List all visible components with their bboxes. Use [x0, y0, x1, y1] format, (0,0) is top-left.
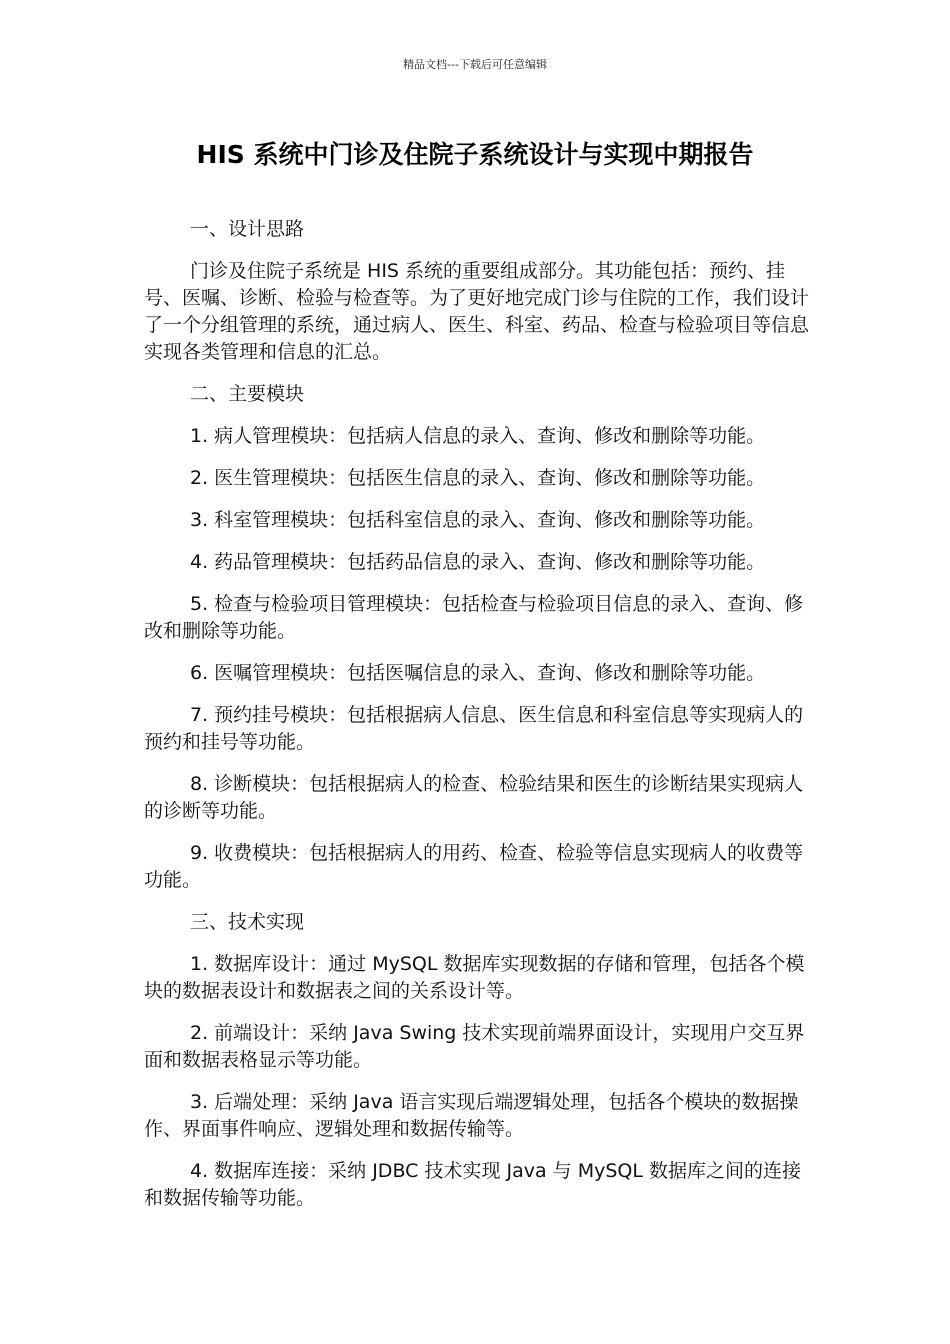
- paragraph-design: 门诊及住院子系统是 HIS 系统的重要组成部分。其功能包括：预约、挂号、医嘱、诊断、检验与检查等。为了更好地完成门诊与住院的工作，我们设计了一个分组管理的系统，通过病人、医生、科室、药品、检查与检验项目等信息实现各类管理和信息的汇总。: [144, 260, 810, 363]
- module-item: 6. 医嘱管理模块：包括医嘱信息的录入、查询、修改和删除等功能。: [190, 662, 766, 684]
- section-heading-modules: 二、主要模块: [190, 383, 305, 405]
- tech-item: 3. 后端处理：采纳 Java 语言实现后端逻辑处理，包括各个模块的数据操作、界面事件响应、逻辑处理和数据传输等。: [144, 1091, 799, 1140]
- module-item: 2. 医生管理模块：包括医生信息的录入、查询、修改和删除等功能。: [190, 467, 766, 489]
- tech-item: 4. 数据库连接：采纳 JDBC 技术实现 Java 与 MySQL 数据库之间的连接和数据传输等功能。: [144, 1160, 801, 1209]
- section-heading-design: 一、设计思路: [190, 218, 305, 240]
- module-item: 8. 诊断模块：包括根据病人的检查、检验结果和医生的诊断结果实现病人的诊断等功能。: [144, 773, 804, 822]
- module-item: 4. 药品管理模块：包括药品信息的录入、查询、修改和删除等功能。: [190, 551, 766, 573]
- document-body: [144, 216, 809, 1227]
- header-note: 精品文档---下载后可任意编辑: [403, 58, 547, 71]
- tech-item: 2. 前端设计：采纳 Java Swing 技术实现前端界面设计，实现用户交互界面和数据表格显示等功能。: [144, 1022, 805, 1071]
- tech-item: 1. 数据库设计：通过 MySQL 数据库实现数据的存储和管理，包括各个模块的数据表设计和数据表之间的关系设计等。: [144, 953, 805, 1002]
- section-heading-tech: 三、技术实现: [190, 911, 305, 933]
- module-item: 7. 预约挂号模块：包括根据病人信息、医生信息和科室信息等实现病人的预约和挂号等功能。: [144, 704, 804, 753]
- module-item: 5. 检查与检验项目管理模块：包括检查与检验项目信息的录入、查询、修改和删除等功能。: [144, 593, 804, 642]
- page-title: HIS 系统中门诊及住院子系统设计与实现中期报告: [196, 140, 754, 169]
- module-item: 9. 收费模块：包括根据病人的用药、检查、检验等信息实现病人的收费等功能。: [144, 842, 804, 891]
- module-item: 1. 病人管理模块：包括病人信息的录入、查询、修改和删除等功能。: [190, 425, 766, 447]
- module-item: 3. 科室管理模块：包括科室信息的录入、查询、修改和删除等功能。: [190, 509, 766, 531]
